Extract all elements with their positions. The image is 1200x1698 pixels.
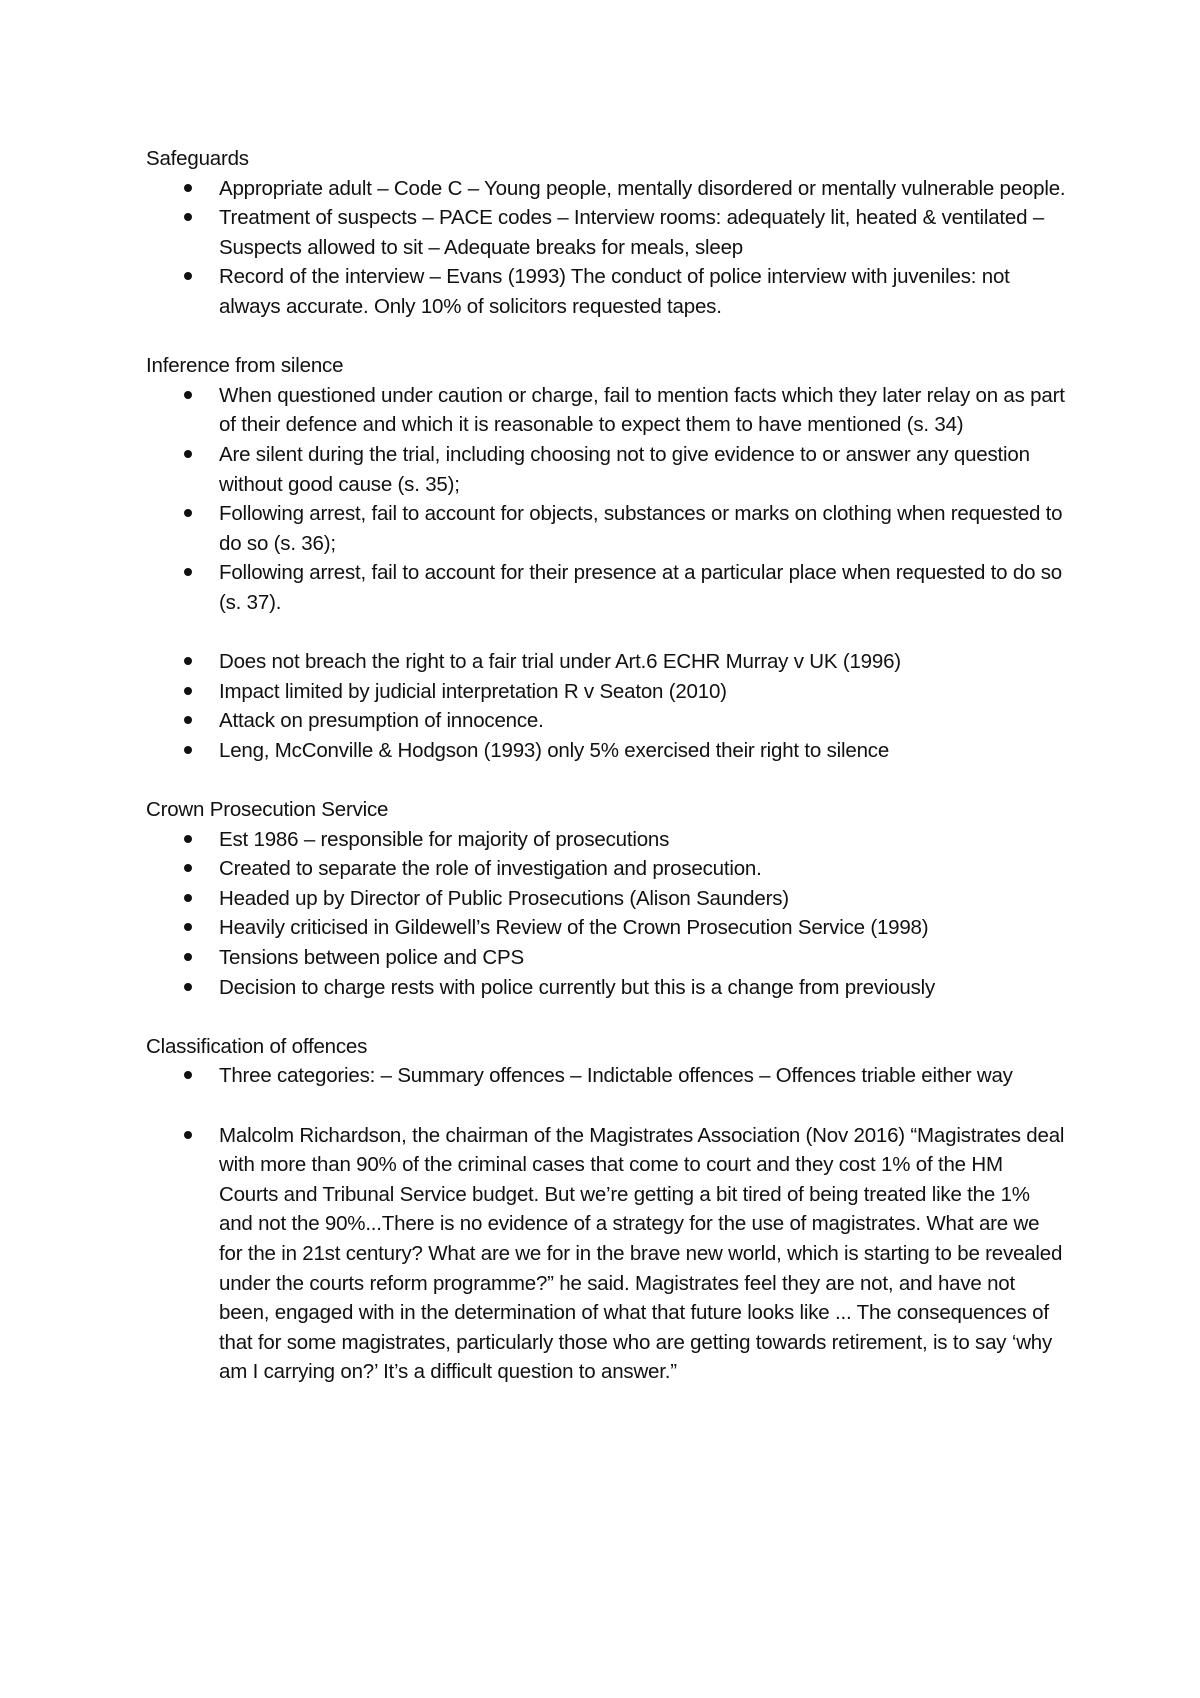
list-item [146,558,1066,617]
list-item-text: Impact limited by judicial interpretation R v Seaton (2010) [219,679,727,703]
bullet-list [146,647,1066,765]
list-item [146,736,1066,766]
section-heading: Safeguards [146,147,249,170]
section-heading: Inference from silence [146,354,344,378]
section-classification-of-offences [146,1032,1066,1387]
list-item-text: Malcolm Richardson, the chairman of the Magistrates Association (Nov 2016) “Magistrates deal with more than 90% of the criminal cases that come to court and they cost 1% of the HM Courts and Tribunal Service budget. But we’re getting a bit tired of being treated like the 1% and not the 90%...There is no evidence of a strategy for the use of magistrates. What are we for the in 21st century? What are we for in the brave new world, which is starting to be revealed under the courts reform programme?” he said. Magistrates feel they are not, and have not been, engaged with in the determination of what that future looks like ... The consequences of that for some magistrates, particularly those who are getting towards retirement, is to say ‘why am I carrying on?’ It’s a difficult question to answer.” [219,1123,1065,1384]
document-page [146,144,1066,1387]
spacer [146,1002,1066,1032]
list-item [146,203,1066,262]
list-item-text: Created to separate the role of investigation and prosecution. [219,857,762,881]
list-item-text: Treatment of suspects – PACE codes – Interview rooms: adequately lit, heated & ventilated – Suspects allowed to sit – Adequate breaks for meals, sleep [219,206,1045,259]
section-safeguards [146,144,1066,322]
bullet-list [146,381,1066,618]
spacer [146,1091,1066,1121]
list-item-text: Heavily criticised in Gildewell’s Review of the Crown Prosecution Service (1998) [219,916,929,940]
list-item [146,884,1066,914]
bullet-icon [184,272,192,280]
list-item [146,499,1066,558]
bullet-icon [184,716,192,724]
list-item [146,381,1066,440]
list-item-text: Does not breach the right to a fair trial under Art.6 ECHR Murray v UK (1996) [219,650,901,674]
bullet-list [146,1121,1066,1387]
list-item [146,440,1066,499]
bullet-icon [184,184,192,192]
bullet-icon [184,568,192,576]
list-item [146,943,1066,973]
list-item-text: Leng, McConville & Hodgson (1993) only 5% exercised their right to silence [219,738,890,762]
bullet-icon [184,687,192,695]
spacer [146,322,1066,352]
list-item-text: Est 1986 – responsible for majority of prosecutions [219,827,670,851]
section-heading: Classification of offences [146,1034,368,1058]
list-item [146,825,1066,855]
list-item [146,677,1066,707]
bullet-list [146,1061,1066,1091]
section-inference-from-silence [146,351,1066,765]
list-item-text: Attack on presumption of innocence. [219,709,544,733]
list-item [146,1061,1066,1091]
list-item-text: Record of the interview – Evans (1993) The conduct of police interview with juveniles: not always accurate. Only 10% of solicitors requested tapes. [219,265,1010,318]
bullet-icon [184,864,192,872]
bullet-icon [184,1131,192,1139]
section-heading: Crown Prosecution Service [146,798,389,822]
list-item-text: Following arrest, fail to account for their presence at a particular place when requested to do so (s. 37). [219,561,1063,614]
bullet-list [146,825,1066,1003]
list-item [146,973,1066,1003]
bullet-icon [184,509,192,517]
bullet-icon [184,835,192,843]
list-item [146,854,1066,884]
list-item [146,1121,1066,1387]
bullet-icon [184,391,192,399]
bullet-icon [184,894,192,902]
list-item-text: Three categories: – Summary offences – Indictable offences – Offences triable either way [219,1064,1013,1088]
spacer [146,765,1066,795]
list-item [146,706,1066,736]
spacer [146,618,1066,648]
list-item-text: Following arrest, fail to account for objects, substances or marks on clothing when requested to do so (s. 36); [219,502,1063,555]
list-item-text: Appropriate adult – Code C – Young people, mentally disordered or mentally vulnerable people. [219,176,1066,200]
bullet-icon [184,923,192,931]
list-item [146,913,1066,943]
list-item [146,647,1066,677]
bullet-icon [184,1071,192,1079]
list-item [146,262,1066,321]
list-item-text: Headed up by Director of Public Prosecutions (Alison Saunders) [219,886,789,910]
bullet-icon [184,983,192,991]
list-item-text: Tensions between police and CPS [219,946,524,970]
bullet-icon [184,213,192,221]
section-crown-prosecution-service [146,795,1066,1002]
bullet-icon [184,953,192,961]
list-item [146,174,1066,204]
list-item-text: When questioned under caution or charge, fail to mention facts which they later relay on as part of their defence and which it is reasonable to expect them to have mentioned (s. 34) [219,383,1065,437]
bullet-icon [184,450,192,458]
list-item-text: Decision to charge rests with police currently but this is a change from previously [219,975,936,999]
bullet-icon [184,657,192,665]
list-item-text: Are silent during the trial, including choosing not to give evidence to or answer any question without good cause (s. 35); [219,442,1030,496]
bullet-icon [184,746,192,754]
bullet-list [146,174,1066,322]
